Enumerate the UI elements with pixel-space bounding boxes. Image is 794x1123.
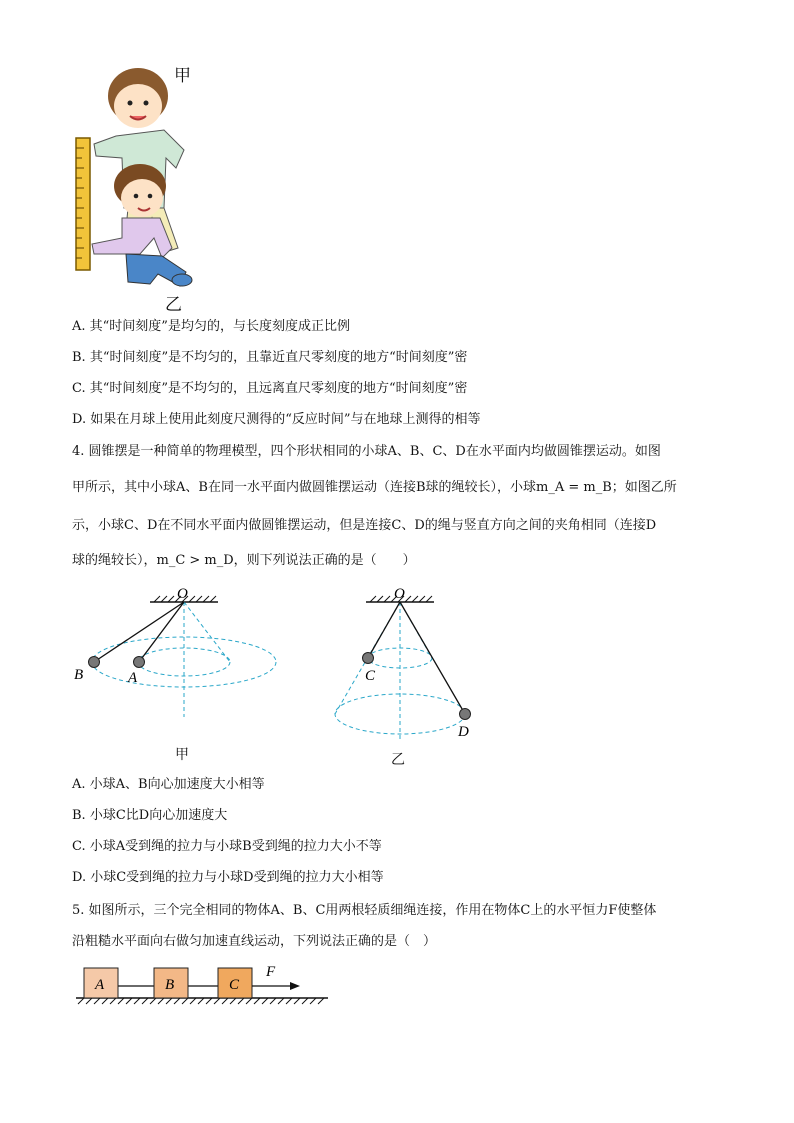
kid-label-yi: 乙 [165,295,182,315]
q3-option-d: D. 如果在月球上使用此刻度尺测得的“反应时间”与在地球上测得的相等 [72,412,481,427]
label-b: B [74,667,84,683]
q5-stem-line1: 5. 如图所示，三个完全相同的物体A、B、C用两根轻质细绳连接，作用在物体C上的水平恒力F使整体 [72,903,657,918]
fig-caption-yi: 乙 [391,752,405,768]
conical-pendulum-figure-jia [68,582,288,732]
q4-stem-line4: 球的绳较长），m_C > m_D，则下列说法正确的是（ ） [72,553,416,568]
q3-option-c: C. 其“时间刻度”是不均匀的，且远离直尺零刻度的地方“时间刻度”密 [72,381,468,396]
force-label: F [266,964,276,980]
q3-option-a: A. 其“时间刻度”是均匀的，与长度刻度成正比例 [72,319,350,334]
q4-option-b: B. 小球C比D向心加速度大 [72,808,228,823]
reaction-time-illustration [66,58,206,308]
block-a-label: A [95,977,105,993]
label-o-yi: O [394,586,405,602]
q5-stem-line2: 沿粗糙水平面向右做匀加速直线运动，下列说法正确的是（ ） [72,934,437,949]
fig-caption-jia: 甲 [175,747,189,763]
block-c-label: C [229,977,240,993]
q3-option-b: B. 其“时间刻度”是不均匀的，且靠近直尺零刻度的地方“时间刻度”密 [72,350,468,365]
label-a: A [128,670,138,686]
q4-stem-line2: 甲所示，其中小球A、B在同一水平面内做圆锥摆运动（连接B球的绳较长），小球m_A = m_B；如图乙所 [72,480,677,495]
conical-pendulum-figure-yi [326,582,486,752]
q4-option-c: C. 小球A受到绳的拉力与小球B受到绳的拉力大小不等 [72,839,382,854]
label-o-jia: O [177,586,188,602]
label-c: C [365,668,376,684]
blocks-figure [72,960,334,1012]
q4-option-a: A. 小球A、B向心加速度大小相等 [72,777,265,792]
block-b-label: B [165,977,175,993]
label-d: D [458,724,469,740]
kid-label-jia: 甲 [174,66,191,86]
q4-stem-line3: 示，小球C、D在不同水平面内做圆锥摆运动，但是连接C、D的绳与竖直方向之间的夹角相同（连接D [72,518,657,533]
q4-stem-line1: 4. 圆锥摆是一种简单的物理模型，四个形状相同的小球A、B、C、D在水平面内均做圆锥摆运动。如图 [72,444,661,459]
q4-option-d: D. 小球C受到绳的拉力与小球D受到绳的拉力大小相等 [72,870,384,885]
